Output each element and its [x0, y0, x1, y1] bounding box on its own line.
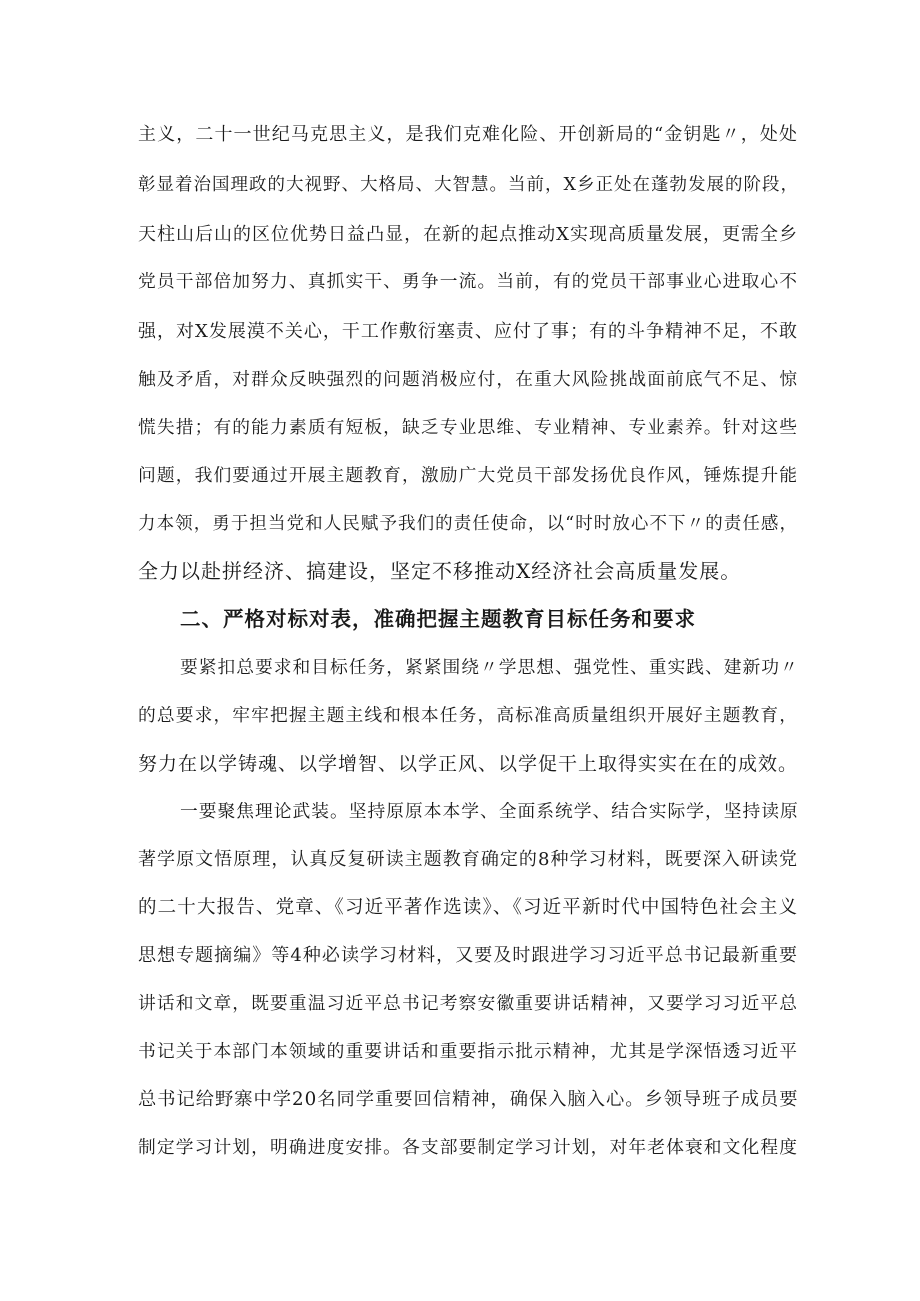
para3-line-6: 书记关于本部门本领域的重要讲话和重要指示批示精神，尤其是学深悟透习近平	[138, 1042, 798, 1062]
para3-line-5: 讲话和文章，既要重温习近平总书记考察安徽重要讲话精神，又要学习习近平总	[138, 994, 798, 1014]
para1-line-5: 强，对X发展漠不关心，干工作敷衍塞责、应付了事；有的斗争精神不足，不敢	[138, 321, 798, 342]
para3-line-1: 一要聚焦理论武装。坚持原原本本学、全面系统学、结合实际学，坚持读原	[180, 802, 799, 822]
para1-line-10: 全力以赴拼经济、搞建设，坚定不移推动X经济社会高质量发展。	[138, 559, 742, 583]
para3-line-3: 的二十大报告、党章、《习近平著作选读》、《习近平新时代中国特色社会主义	[138, 897, 798, 918]
para2-line-3: 努力在以学铸魂、以学增智、以学正风、以学促干上取得实实在在的成效。	[138, 753, 799, 775]
para2-line-1: 要紧扣总要求和目标任务，紧紧围绕〃学思想、强党性、重实践、建新功〃	[180, 658, 799, 678]
para1-line-6: 触及矛盾，对群众反映强烈的问题消极应付，在重大风险挑战面前底气不足、惊	[138, 370, 798, 390]
section-heading-2: 二、严格对标对表，准确把握主题教育目标任务和要求	[180, 607, 696, 631]
para3-line-4: 思想专题摘编》等4种必读学习材料，又要及时跟进学习习近平总书记最新重要	[138, 945, 798, 966]
para3-line-8: 制定学习计划，明确进度安排。各支部要制定学习计划，对年老体衰和文化程度	[138, 1138, 798, 1158]
para3-line-7: 总书记给野寨中学20名同学重要回信精神，确保入脑入心。乡领导班子成员要	[138, 1089, 799, 1110]
para1-line-2: 彰显着治国理政的大视野、大格局、大智慧。当前，X乡正处在蓬勃发展的阶段，	[138, 175, 799, 195]
para3-line-2: 著学原文悟原理，认真反复研读主题教育确定的8种学习材料，既要深入研读党	[138, 849, 798, 870]
para1-line-8: 问题，我们要通过开展主题教育，激励广大党员干部发扬优良作风，锤炼提升能	[138, 466, 798, 486]
para1-line-9: 力本领，勇于担当党和人民赋予我们的责任使命，以“时时放心不下〃的责任感，	[138, 514, 798, 534]
para2-line-2: 的总要求，牢牢把握主题主线和根本任务，高标准高质量组织开展好主题教育，	[138, 706, 798, 726]
para1-line-3: 天柱山后山的区位优势日益凸显，在新的起点推动X实现高质量发展，更需全乡	[138, 224, 798, 245]
para1-line-1: 主义，二十一世纪马克思主义，是我们克难化险、开创新局的“金钥匙〃，处处	[138, 124, 798, 145]
para1-line-7: 慌失措；有的能力素质有短板，缺乏专业思维、专业精神、专业素养。针对这些	[138, 418, 798, 438]
para1-line-4: 党员干部倍加努力、真抓实干、勇争一流。当前，有的党员干部事业心进取心不	[138, 272, 798, 292]
